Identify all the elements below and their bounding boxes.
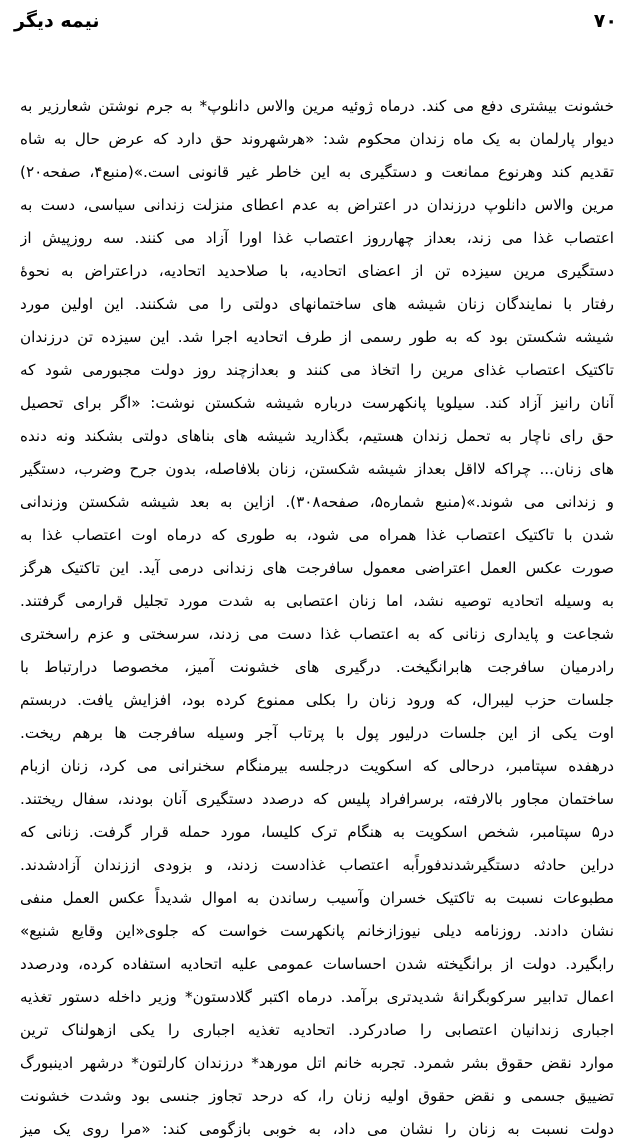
text-line: مرین والاس دانلوپ درزندان در اعتراض به عدم اعطای منزلت زندانی سیاسی، دست به <box>20 196 614 214</box>
text-line: اوت یکی از این جلسات درلیور پول با پرتاب آجر وسیله سافرجت ها برهم ریخت. <box>20 724 614 742</box>
text-line: شجاعت و پایداری زنانی که به اعتصاب غذا دست می زدند، سرسختی و عزم راسختری <box>20 625 614 643</box>
text-line: رادرمیان سافرجت هابرانگیخت. درگیری های خشونت آمیز، مخصوصا درارتباط با <box>20 658 614 676</box>
text-line: به وسیله اتحادیه توصیه نشد، اما زنان اعتصابی به شدت مورد تجلیل قرارمی گرفتند. <box>20 592 614 610</box>
text-line: موارد نقض حقوق بشر شمرد. تجربه خانم اتل مورهد* درزندان کارلتون* درشهر ادینبورگ <box>20 1054 614 1072</box>
text-line: صورت عکس العمل اعتراضی معمول سافرجت های زندانی درمی آید. این تاکتیک هرگز <box>20 559 614 577</box>
text-line: خشونت بیشتری دفع می کند. درماه ژوئیه مرین والاس دانلوپ* به جرم نوشتن شعارزیر به <box>20 97 614 115</box>
text-line: رفتار با نمایندگان زنان شیشه های ساختمانهای دولتی را می شکنند. این اولین مورد <box>20 295 614 313</box>
text-line: جلسات حزب لیبرال، که ورود زنان را بکلی ممنوع کرده بود، افزایش یافت. دربستم <box>20 691 614 709</box>
text-line: ساختمان مجاور بالارفته، برسرافراد پلیس که درصدد دستگیری آنان بودند، سفال ریختند. <box>20 790 614 808</box>
text-line: تقدیم کند وهرنوع ممانعت و دستگیری به این خاطر غیر قانونی است.»(منبع۴، صفحه۲۰) <box>20 163 614 181</box>
text-line: دراین حادثه دستگیرشدندفوراًبه اعتصاب غذادست زدند، و بزودی اززندان آزادشدند. <box>20 856 614 874</box>
text-line: اعمال تدابیر سرکوبگرانهٔ شدیدتری برآمد. درماه اکتبر گلادستون* وزیر داخله دستور تغذیه <box>20 988 614 1006</box>
book-title: نیمه دیگر <box>14 10 100 32</box>
body-text <box>20 90 614 1146</box>
text-line: دستگیری مرین سیزده تن از اعضای اتحادیه، با صلاحدید اتحادیه، دراعتراض به نحوهٔ <box>20 262 614 280</box>
text-line: حق رای ناچار به تحمل زندان هستیم، بگذارید شیشه های بناهای دولتی بشکند ونه دنده <box>20 427 614 445</box>
text-line: آنان رانیز آزاد کند. سیلویا پانکهرست درباره شیشه شکستن نوشت: «اگر برای تحصیل <box>20 394 614 412</box>
text-line: در۵ سپتامبر، شخص اسکویت به هنگام ترک کلیسا، مورد حمله قرار گرفت. زنانی که <box>20 823 614 841</box>
text-line: شدن با تاکتیک اعتصاب غذا همراه می شود، به طوری که درماه اوت اعتصاب غذا به <box>20 526 614 544</box>
text-line: و زندانی می شوند.»(منبع شماره۵، صفحه۳۰۸). ازاین به بعد شیشه شکستن وزندانی <box>20 493 614 511</box>
text-line: تاکتیک اعتصاب غذای مرین را اتخاذ می کنند و بعدازچند روز دولت مجبورمی شود که <box>20 361 614 379</box>
text-line: دیوار پارلمان به یک ماه زندان محکوم شد: «هرشهروند حق دارد که عرض حال به شاه <box>20 130 614 148</box>
text-line: رابگیرد. دولت از برانگیخته شدن احساسات عمومی علیه اتحادیه استفاده کرده، ودرصدد <box>20 955 614 973</box>
text-line: تضییق جسمی و نقض حقوق اولیه زنان را، که درحد تجاوز جنسی بود وشدت خشونت <box>20 1087 614 1105</box>
text-line: شیشه شکستن بود که به طور رسمی از طرف اتحادیه اجرا شد. این سیزده تن درزندان <box>20 328 614 346</box>
text-line: دولت نسبت به زنان را نشان می داد، به خوبی بازگومی کند: «مرا روی یک میز <box>20 1120 614 1138</box>
page-header <box>0 8 631 42</box>
text-line: اجباری زندانیان اعتصابی را صادرکرد. اتحادیه تغذیه اجباری را یکی ازهولناک ترین <box>20 1021 614 1039</box>
text-line: اعتصاب غذا می زند، بعداز چهارروز اعتصاب غذا اورا آزاد می کنند. سه روزپیش از <box>20 229 614 247</box>
text-line: درهفده سپتامبر، درحالی که اسکویت درجلسه بیرمنگام سخنرانی می کرد، زنان ازبام <box>20 757 614 775</box>
text-line: های زنان... چراکه لااقل بعداز شیشه شکستن، زنان بلافاصله، بدون جرح وضرب، دستگیر <box>20 460 614 478</box>
page-number: ۷۰ <box>593 10 617 32</box>
text-line: مطبوعات نسبت به تاکتیک خسران وآسیب رساندن به اموال شدیداً عکس العمل منفی <box>20 889 614 907</box>
text-line: نشان دادند. روزنامه دیلی نیوزازخانم پانکهرست خواست که جلوی«این وقایع شنیع» <box>20 922 614 940</box>
